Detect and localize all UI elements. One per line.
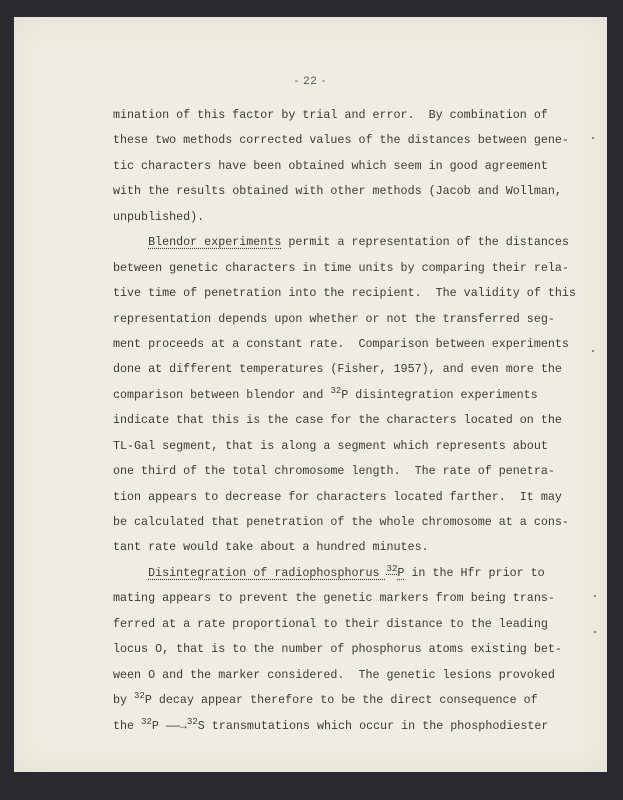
text-line bbox=[113, 408, 576, 433]
page-number: - 22 - bbox=[294, 75, 327, 87]
text-line bbox=[113, 688, 576, 713]
paper-speck bbox=[592, 137, 594, 139]
text-segment bbox=[113, 566, 148, 580]
typewritten-body bbox=[113, 103, 576, 739]
text-segment: done at different temperatures (Fisher, 1957), and even more the bbox=[113, 362, 562, 377]
text-segment: unpublished). bbox=[113, 209, 205, 224]
underlined-heading: Blendor experiments bbox=[148, 235, 282, 250]
text-line bbox=[113, 510, 576, 535]
text-line bbox=[113, 205, 576, 230]
text-segment: tic characters have been obtained which seem in good agreement bbox=[113, 158, 548, 173]
text-line bbox=[113, 637, 576, 662]
text-segment: mating appears to prevent the genetic markers from being trans- bbox=[113, 591, 555, 606]
text-line bbox=[113, 586, 576, 611]
text-segment: the bbox=[113, 718, 142, 733]
text-line bbox=[113, 485, 576, 510]
text-segment: comparison between blendor and bbox=[113, 387, 331, 402]
text-segment: mination of this factor by trial and error. By combination of bbox=[113, 108, 548, 122]
text-segment: by bbox=[113, 693, 135, 708]
text-line bbox=[113, 256, 576, 281]
text-segment: tant rate would take about a hundred minutes. bbox=[113, 540, 429, 555]
text-segment: TL-Gal segment, that is along a segment which represents about bbox=[113, 438, 548, 453]
text-segment: tion appears to decrease for characters located farther. It may bbox=[113, 489, 562, 504]
text-segment: tive time of penetration into the recipient. The validity of this bbox=[113, 286, 576, 301]
paper-speck bbox=[592, 350, 594, 352]
text-line bbox=[113, 383, 576, 408]
arrow-symbol: ——→ bbox=[165, 718, 187, 733]
text-line bbox=[113, 281, 576, 306]
text-segment: between genetic characters in time units by comparing their rela- bbox=[113, 260, 569, 275]
text-line bbox=[113, 128, 576, 153]
text-segment: P decay appear therefore to be the direct consequence of bbox=[144, 693, 538, 708]
text-line bbox=[113, 332, 576, 357]
superscript: 32 bbox=[386, 563, 398, 574]
text-segment: P disintegration experiments bbox=[341, 387, 538, 402]
text-segment: ween O and the marker considered. The genetic lesions provoked bbox=[113, 667, 555, 682]
underlined-heading: P bbox=[397, 565, 405, 580]
text-segment: be calculated that penetration of the whole chromosome at a cons- bbox=[113, 515, 569, 529]
text-segment: permit a representation of the distances bbox=[281, 235, 569, 250]
superscript: 32 bbox=[141, 716, 152, 727]
text-line bbox=[113, 434, 576, 459]
text-segment: P bbox=[151, 718, 166, 733]
text-line bbox=[113, 357, 576, 382]
text-segment: these two methods corrected values of the distances between gene- bbox=[113, 133, 569, 148]
text-segment: in the Hfr prior to bbox=[404, 565, 545, 580]
superscript: 32 bbox=[134, 691, 145, 702]
text-segment: representation depends upon whether or not the transferred seg- bbox=[113, 311, 555, 326]
text-segment: locus O, that is to the number of phosphorus atoms existing bet- bbox=[113, 642, 562, 657]
text-segment: one third of the total chromosome length. The rate of penetra- bbox=[113, 464, 555, 479]
text-line bbox=[113, 307, 576, 332]
superscript: 32 bbox=[186, 716, 198, 727]
text-segment: with the results obtained with other methods (Jacob and Wollman, bbox=[113, 184, 562, 199]
text-line bbox=[113, 535, 576, 560]
text-line bbox=[113, 561, 576, 586]
text-segment: indicate that this is the case for the characters located on the bbox=[113, 413, 562, 428]
underlined-heading: Disintegration of radiophosphorus bbox=[148, 565, 387, 580]
text-segment: ment proceeds at a constant rate. Comparison between experiments bbox=[113, 336, 569, 351]
text-line bbox=[113, 459, 576, 484]
paper-speck bbox=[594, 631, 596, 633]
text-line bbox=[113, 612, 576, 637]
text-line bbox=[113, 230, 576, 255]
text-segment bbox=[113, 235, 148, 249]
document-page bbox=[14, 17, 607, 772]
text-line bbox=[113, 663, 576, 688]
text-line bbox=[113, 179, 576, 204]
text-segment: ferred at a rate proportional to their distance to the leading bbox=[113, 616, 548, 631]
paper-speck bbox=[594, 595, 596, 597]
text-line bbox=[113, 103, 576, 128]
text-segment: S transmutations which occur in the phosphodiester bbox=[197, 718, 549, 733]
text-line bbox=[113, 714, 576, 739]
superscript: 32 bbox=[330, 385, 342, 396]
text-line bbox=[113, 154, 576, 179]
